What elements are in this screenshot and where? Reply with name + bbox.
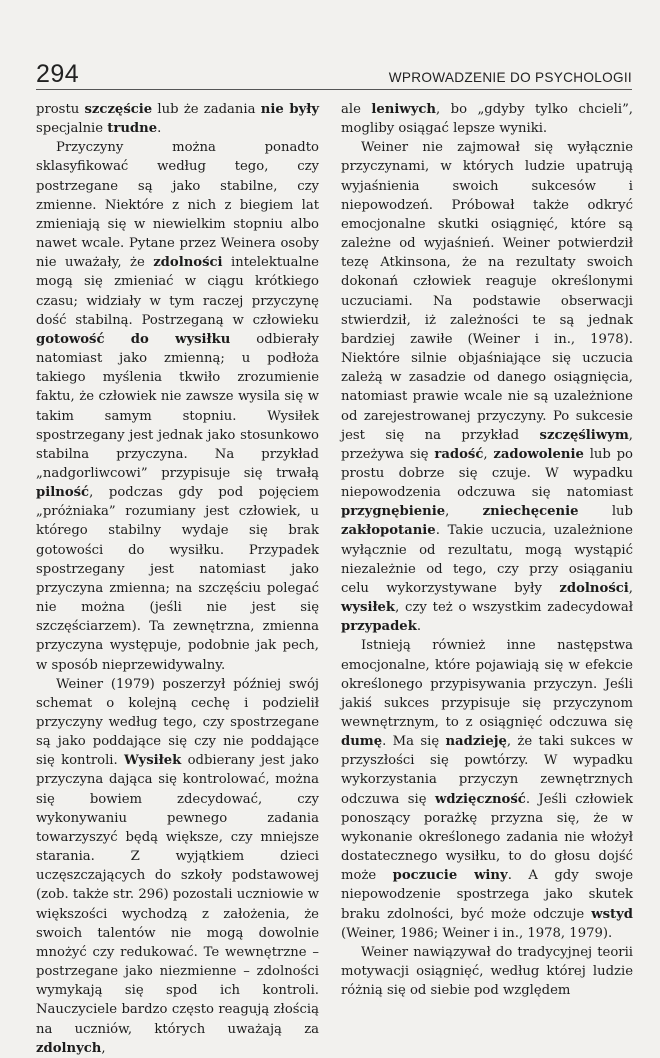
text-run: Weiner nie zajmował się wyłącznie przyczynami, w których ludzie upatrują wyjaśnienia swoich sukcesów i niepowodzeń. Próbował także odkryć emocjonalne skutki osiągnięć, które są zależne od wyjaśnień. Weiner potwierdził tezę Atkinsona, że na rezultaty swoich dokonań człowiek reaguje określonymi uczuciami. Na podstawie obserwacji stwierdził, iż zależności te są jednak bardziej zawiłe (Weiner i in., 1978). Niektóre silnie objaśniające się uczucia zależą w zasadzie od danego osiągnięcia, natomiast prawie wcale nie są uzależnione od zarejestrowanej przyczyny. Po sukcesie jest się na przykład bbox=[341, 140, 633, 443]
text-run: specjalnie bbox=[36, 121, 108, 137]
text-run: Weiner (1979) poszerzył później swój schemat o kolejną cechę i podzielił przyczyny według tego, czy spostrzegane są jako poddające się czy nie poddające się kontroli. bbox=[36, 676, 319, 769]
left-paragraph-2 bbox=[36, 138, 319, 674]
text-run: Weiner nawiązywał do tradycyjnej teorii motywacji osiągnięć, według której ludzie różnią się od siebie pod względem bbox=[341, 944, 633, 999]
key-term: zdolności bbox=[153, 255, 223, 271]
right-paragraph-2 bbox=[341, 138, 633, 636]
right-paragraph-3 bbox=[341, 636, 633, 943]
left-column bbox=[36, 100, 319, 1058]
text-run: odbierały natomiast jako zmienną; u podłoża takiego myślenia tkwiło zrozumienie faktu, że człowiek nie zawsze wysila się w takim samym stopniu. Wysiłek spostrzegany jest jednak jako stosunkowo stabilna przyczyna. Na przykład „nadgorliwcowi” przypisuje się trwałą bbox=[36, 331, 319, 481]
key-term: zniechęcenie bbox=[482, 504, 579, 520]
text-run: . A gdy swoje niepowodzenie spostrzega jako skutek braku zdolności, być może odczuje bbox=[341, 868, 633, 922]
key-term: pilność bbox=[36, 485, 90, 501]
text-run: , przeżywa się bbox=[341, 427, 633, 462]
text-run: . bbox=[157, 121, 162, 137]
left-paragraph-3 bbox=[36, 675, 319, 1058]
key-term: przypadek bbox=[341, 619, 417, 635]
key-term: przygnębienie bbox=[341, 504, 446, 520]
key-term: wysiłek bbox=[341, 600, 396, 616]
text-run: , bbox=[445, 504, 483, 520]
text-run: prostu bbox=[36, 102, 85, 117]
key-term: zadowolenie bbox=[493, 446, 584, 462]
key-term: poczucie winy bbox=[392, 868, 508, 884]
header-rule bbox=[36, 89, 632, 90]
text-run: (Weiner, 1986; Weiner i in., 1978, 1979). bbox=[341, 925, 613, 941]
text-run: ale bbox=[341, 102, 372, 117]
key-term: zdolnych bbox=[36, 1040, 102, 1056]
text-run: intelektualne mogą się zmieniać w ciągu krótkiego czasu; widziały w tym raczej przyczynę dość stabilną. Postrzeganą w człowieku bbox=[36, 255, 319, 328]
text-run: , bbox=[101, 1040, 106, 1056]
text-run: , bo „gdyby tylko chcieli”, mogliby osiągać lepsze wyniki. bbox=[341, 102, 633, 137]
text-run: . Jeśli człowiek ponoszący porażkę przyzna się, że w wykonanie określonego zadania nie włożył dostatecznego wysiłku, to do głosu dojść może bbox=[341, 791, 633, 884]
text-run: , podczas gdy pod pojęciem „próżniaka” rozumiany jest człowiek, u którego stabilny wydaje się brak gotowości do wysiłku. Przypadek spostrzegany jest natomiast jako przyczyna zmienna; na szczęściu polegać nie można (jeśli nie jest się szczęściarzem). Ta zewnętrzna, zmienna przyczyna występuje, podobnie jak pech, w sposób nieprzewidywalny. bbox=[36, 485, 319, 673]
text-run: . bbox=[416, 619, 422, 635]
key-term: dumę bbox=[341, 734, 383, 750]
left-paragraph-1 bbox=[36, 100, 319, 138]
text-run: lub bbox=[578, 504, 633, 520]
text-run: , bbox=[483, 446, 494, 462]
key-term: nie były bbox=[260, 102, 319, 117]
key-term: leniwych bbox=[371, 102, 436, 117]
key-term: nadzieję bbox=[445, 734, 507, 750]
key-term: zakłopotanie bbox=[341, 523, 436, 539]
text-run: , czy też o wszystkim zadecydował bbox=[395, 600, 633, 616]
text-run: Istnieją również inne następstwa emocjonalne, które pojawiają się w efekcie określonego przypisywania przyczyn. Jeśli jakiś sukces przypisuje się przyczynom wewnętrznym, to z osiągnięć odczuwa się bbox=[341, 638, 633, 730]
text-run: . Takie uczucia, uzależnione wyłącznie od rezultatu, mogą wystąpić niezależnie od tego, czy przy osiąganiu celu wykorzystywane były bbox=[341, 523, 633, 596]
key-term: gotowość do wysiłku bbox=[36, 331, 231, 347]
text-run: lub po prostu dobrze się czuje. W wypadku niepowodzenia odczuwa się natomiast bbox=[341, 446, 633, 501]
key-term: szczęśliwym bbox=[539, 427, 629, 443]
key-term: trudne bbox=[107, 121, 158, 137]
running-head: WPROWADZENIE DO PSYCHOLOGII bbox=[388, 70, 632, 85]
key-term: wstyd bbox=[591, 906, 633, 922]
right-paragraph-4 bbox=[341, 943, 633, 1000]
key-term: zdolności bbox=[559, 580, 629, 596]
text-run: Przyczyny można ponadto sklasyfikować według tego, czy postrzegane są jako stabilne, czy zmienne. Niektóre z nich z biegiem lat zmieniają się w niewielkim stopniu albo nawet wcale. Pytane przez Weinera osoby nie uważały, że bbox=[36, 140, 319, 271]
right-column bbox=[341, 100, 633, 1000]
key-term: Wysiłek bbox=[124, 753, 182, 769]
key-term: wdzięczność bbox=[434, 791, 526, 807]
text-run: , bbox=[628, 580, 633, 596]
key-term: szczęście bbox=[84, 102, 153, 117]
page-number: 294 bbox=[36, 60, 80, 88]
text-run: odbierany jest jako przyczyna dająca się kontrolować, można się bowiem zdecydować, czy wykonywaniu pewnego zadania towarzyszyć będą większe, czy mniejsze starania. Z wyjątkiem dzieci uczęszczających do szkoły podstawowej (zob. także str. 296) pozostali uczniowie w większości wychodzą z założenia, że swoich talentów nie mogą dowolnie mnożyć czy redukować. Te wewnętrzne – postrzegane jako niezmienne – zdolności wymykają się spod ich kontroli. Nauczyciele bardzo często reagują złością na uczniów, których uważają za bbox=[36, 753, 319, 1037]
text-run: lub że zadania bbox=[152, 102, 261, 117]
key-term: radość bbox=[434, 446, 484, 462]
text-run: , że taki sukces w przyszłości się powtórzy. W wypadku wykorzystania przyczyn zewnętrznych odczuwa się bbox=[341, 734, 633, 807]
right-paragraph-1 bbox=[341, 100, 633, 138]
text-run: . Ma się bbox=[382, 734, 446, 750]
